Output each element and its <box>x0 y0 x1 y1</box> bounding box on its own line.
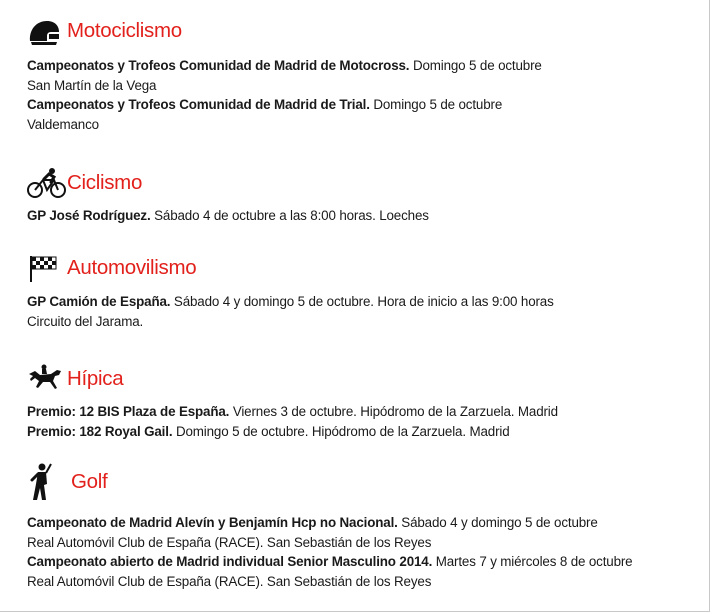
section-title: Ciclismo <box>67 171 143 194</box>
section-header <box>27 362 697 396</box>
event-name: Campeonatos y Trofeos Comunidad de Madrid de Trial. <box>27 97 370 112</box>
event-line <box>27 56 697 76</box>
event-name: GP José Rodríguez. <box>27 208 151 223</box>
section-title: Hípica <box>67 367 124 390</box>
event-detail: Sábado 4 de octubre a las 8:00 horas. Loeches <box>150 208 429 223</box>
section-automovilismo <box>27 251 697 331</box>
section-header <box>27 462 697 502</box>
motorcycle-helmet-icon <box>27 14 67 48</box>
horse-rider-icon <box>27 362 67 396</box>
event-detail: Domingo 5 de octubre <box>369 97 503 112</box>
event-list <box>27 402 697 441</box>
section-title: Golf <box>71 470 108 493</box>
event-line <box>27 95 697 115</box>
event-name: GP Camión de España. <box>27 294 171 309</box>
event-line <box>27 206 697 226</box>
section-golf <box>27 462 697 591</box>
event-name: Premio: 182 Royal Gail. <box>27 423 173 439</box>
golfer-icon <box>27 462 67 502</box>
event-line <box>27 292 697 312</box>
event-list <box>27 513 697 591</box>
section-header <box>27 14 697 48</box>
section-header <box>27 166 697 200</box>
event-place: Valdemanco <box>27 116 99 132</box>
event-line <box>27 552 697 572</box>
event-list <box>27 292 697 331</box>
event-name: Campeonatos y Trofeos Comunidad de Madrid de Motocross. <box>27 58 410 73</box>
checkered-flag-icon <box>27 251 67 285</box>
section-motociclismo <box>27 14 697 134</box>
section-hipica <box>27 362 697 441</box>
event-detail: Sábado 4 y domingo 5 de octubre <box>397 515 598 530</box>
event-detail: Viernes 3 de octubre. Hipódromo de la Zarzuela. Madrid <box>229 404 558 419</box>
event-detail: Martes 7 y miércoles 8 de octubre <box>432 554 633 569</box>
event-name: Campeonato de Madrid Alevín y Benjamín Hcp no Nacional. <box>27 515 398 530</box>
section-header <box>27 251 697 285</box>
event-line <box>27 402 697 422</box>
event-place: Real Automóvil Club de España (RACE). San Sebastián de los Reyes <box>27 534 432 550</box>
event-place: Circuito del Jarama. <box>27 313 144 329</box>
event-line <box>27 422 697 442</box>
event-detail: Domingo 5 de octubre. Hipódromo de la Zarzuela. Madrid <box>172 423 510 439</box>
event-name: Campeonato abierto de Madrid individual Senior Masculino 2014. <box>27 554 433 569</box>
section-title: Automovilismo <box>67 256 197 279</box>
event-name: Premio: 12 BIS Plaza de España. <box>27 404 230 419</box>
event-place: Real Automóvil Club de España (RACE). San Sebastián de los Reyes <box>27 573 432 589</box>
event-list <box>27 56 697 134</box>
event-line <box>27 513 697 533</box>
section-ciclismo <box>27 166 697 226</box>
event-place: San Martín de la Vega <box>27 77 157 93</box>
section-title: Motociclismo <box>67 19 182 42</box>
event-detail: Sábado 4 y domingo 5 de octubre. Hora de inicio a las 9:00 horas <box>170 294 554 309</box>
event-detail: Domingo 5 de octubre <box>409 58 542 73</box>
event-list <box>27 206 697 226</box>
cyclist-icon <box>27 166 67 200</box>
